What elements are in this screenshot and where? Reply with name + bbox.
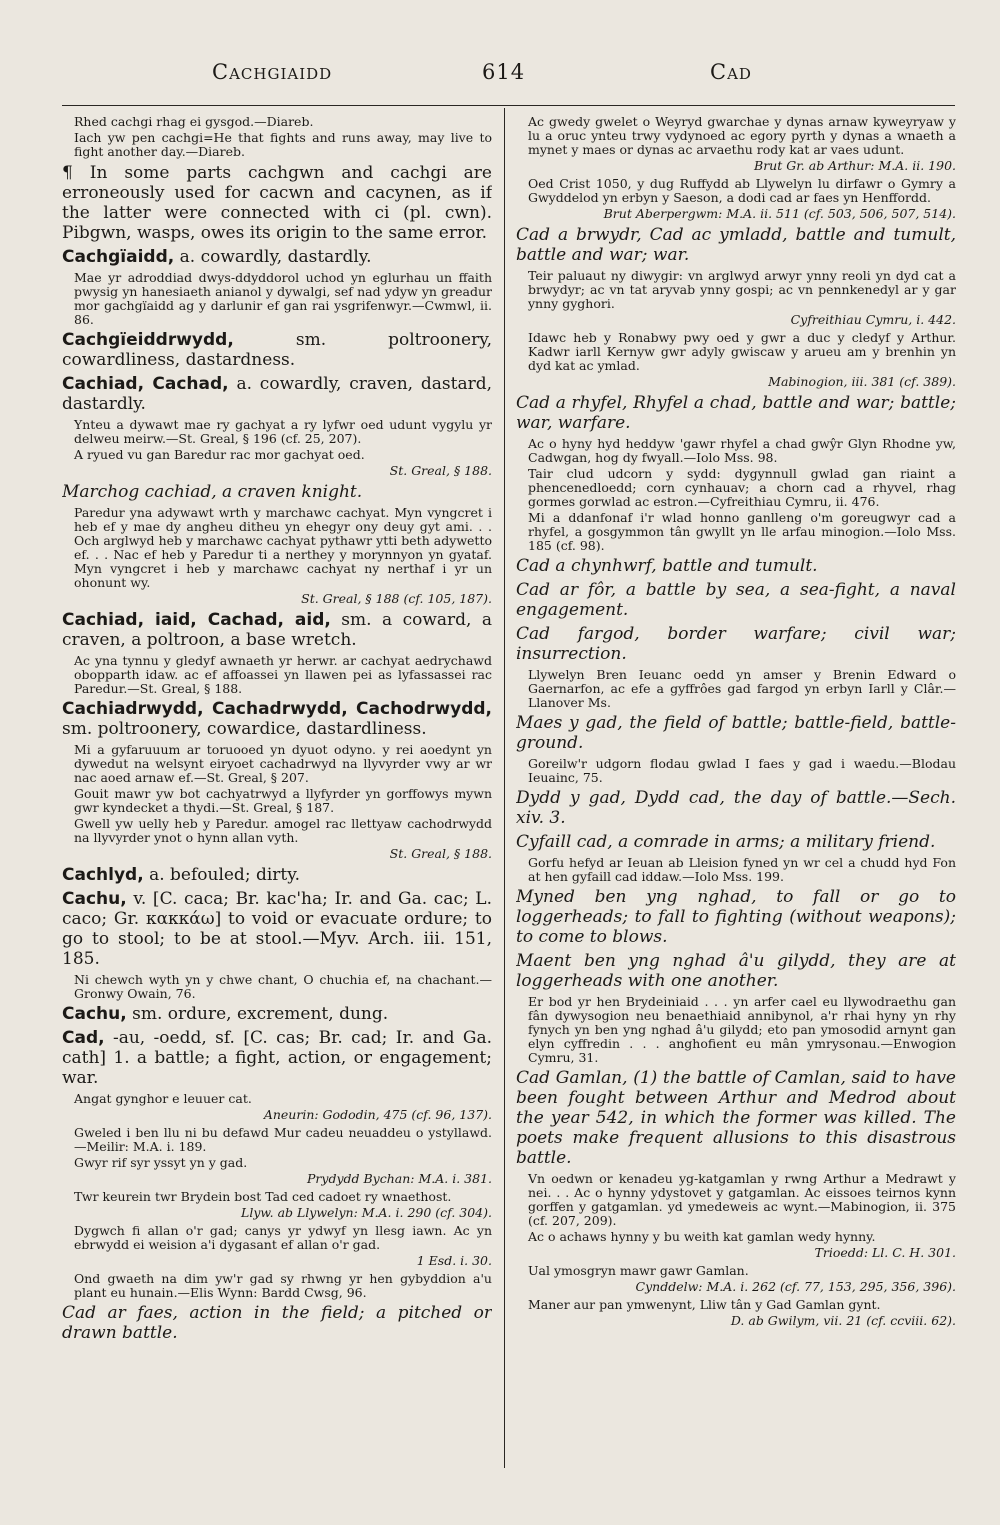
dictionary-entry <box>62 610 492 650</box>
citation: Llywelyn Bren Ieuanc oedd yn amser y Brenin Edward o Gaernarfon, ac efe a gyffrôes gad fargod yn erbyn Iarll y Clâr.—Llanover Ms. <box>528 667 956 710</box>
dictionary-entry <box>516 832 956 852</box>
definition-text: Marchog cachiad, a craven knight. <box>62 482 363 502</box>
dictionary-entry <box>62 1028 492 1088</box>
headword: Cachiad, Cachad, <box>62 374 229 394</box>
citation: Gorfu hefyd ar Ieuan ab Lleision fyned yn wr cel a chudd hyd Fon at hen gyfaill cad iddaw.—Iolo Mss. 199. <box>528 855 956 884</box>
definition-text: -au, -oedd, sf. [C. cas; Br. cad; Ir. and Ga. cath] 1. a battle; a fight, action, or engagement; war. <box>62 1028 492 1088</box>
definition-text: Cad fargod, border warfare; civil war; insurrection. <box>516 624 956 664</box>
citation: Iach yw pen cachgi=He that fights and runs away, may live to fight another day.—Diareb. <box>74 130 492 159</box>
citation: Angat gynghor e leuuer cat. <box>74 1091 252 1106</box>
dictionary-entry <box>62 889 492 969</box>
citation-source: Aneurin: Gododin, 475 (cf. 96, 137). <box>263 1107 492 1122</box>
citation: Ond gwaeth na dim yw'r gad sy rhwng yr hen gybyddion a'u plant eu hunain.—Elis Wynn: Bardd Cwsg, 96. <box>74 1271 492 1300</box>
citation: Maner aur pan ymwenynt, Lliw tân y Gad Gamlan gynt. <box>528 1297 881 1312</box>
citation: A ryued vu gan Baredur rac mor gachyat oed. <box>74 447 365 462</box>
headword: Cachu, <box>62 889 127 909</box>
citation: Ac o achaws hynny y bu weith kat gamlan wedy hynny. <box>528 1229 876 1244</box>
dictionary-entry <box>516 624 956 664</box>
dictionary-entry <box>516 1068 956 1168</box>
dictionary-entry <box>62 699 492 739</box>
citation-source: St. Greal, § 188 (cf. 105, 187). <box>301 591 492 606</box>
citation: Teir paluaut ny diwygir: vn arglwyd arwyr ynny reoli yn dyd cat a brwydyr; ac vn tat aryvab ynny gospi; ac vn pennkenedyl ar y gar ynny gyghori. <box>528 268 956 311</box>
dictionary-entry <box>516 788 956 828</box>
definition-text: v. [C. caca; Br. kac'ha; Ir. and Ga. cac; L. caco; Gr. κακκάω] to void or evacuate ordure; to go to stool; to be at stool.—Myv. Arch. iii. 151, 185. <box>62 889 492 969</box>
citation: Ac o hyny hyd heddyw 'gawr rhyfel a chad gwŷr Glyn Rhodne yw, Cadwgan, hog dy fwyall.—Iolo Mss. 98. <box>528 436 956 465</box>
citation: Mi a gyfaruuum ar toruooed yn dyuot odyno. y rei aoedynt yn dywedut na welsynt eiryoet cachadrwyd na llyvyrder vwy ar wr nac aoed arnaw ef.—St. Greal, § 207. <box>74 742 492 785</box>
citation-source: Cynddelw: M.A. i. 262 (cf. 77, 153, 295, 356, 396). <box>635 1279 956 1294</box>
definition-text: Cyfaill cad, a comrade in arms; a military friend. <box>516 832 936 852</box>
citation: Idawc heb y Ronabwy pwy oed y gwr a duc y cledyf y Arthur. Kadwr iarll Kernyw gwr adyly gwiscaw y arueu am y brenhin yn dyd kat ac ymlad. <box>528 330 956 373</box>
dictionary-entry <box>516 556 956 576</box>
citation: Oed Crist 1050, y dug Ruffydd ab Llywelyn lu dirfawr o Gymry a Gwyddelod yn erbyn y Saeson, a dodi cad ar faes yn Henffordd. <box>528 176 956 205</box>
citation-source: D. ab Gwilym, vii. 21 (cf. ccviii. 62). <box>730 1313 956 1328</box>
citation-source: St. Greal, § 188. <box>389 463 492 478</box>
citation: Mae yr adroddiad dwys-ddyddorol uchod yn eglurhau un ffaith pwysig yn hanesiaeth anianol y dywalgi, sef nad ydyw yn greadur mor gachgïaidd ag y darlunir ef gan rai ysgrifenwyr.—Cwmwl, ii. 86. <box>74 270 492 327</box>
page-number: 614 <box>482 60 526 84</box>
definition-text: Cad a chynhwrf, battle and tumult. <box>516 556 818 576</box>
citation: Ni chewch wyth yn y chwe chant, O chuchia ef, na chachant.—Gronwy Owain, 76. <box>74 972 492 1001</box>
dictionary-entry <box>516 887 956 947</box>
headword: Cachlyd, <box>62 865 144 885</box>
headword: Cachgïaidd, <box>62 247 175 267</box>
dictionary-entry <box>62 482 492 502</box>
definition-text: Cad ar faes, action in the field; a pitched or drawn battle. <box>62 1303 492 1343</box>
citation-source: Trioedd: Ll. C. H. 301. <box>814 1245 956 1260</box>
running-head-right: Cad <box>710 60 752 84</box>
definition-text: Cad Gamlan, (1) the battle of Camlan, said to have been fought between Arthur and Medrod about the year 542, in which the former was killed. The poets make frequent allusions to this disastrous battle. <box>516 1068 956 1168</box>
running-head-left: Cachgiaidd <box>212 60 333 84</box>
citation: Gweled i ben llu ni bu defawd Mur cadeu neuaddeu o ystyllawd.—Meilir: M.A. i. 189. <box>74 1125 492 1154</box>
headword: Cachu, <box>62 1004 127 1024</box>
right-column <box>516 113 956 1468</box>
dictionary-entry <box>516 951 956 991</box>
dictionary-entry <box>62 374 492 414</box>
dictionary-entry <box>62 247 492 267</box>
dictionary-entry <box>516 393 956 433</box>
definition-text: a. cowardly, dastardly. <box>179 247 372 267</box>
citation: Gwell yw uelly heb y Paredur. amogel rac llettyaw cachodrwydd na llyvyrder ynot o hynn allan vyth. <box>74 816 492 845</box>
citation-source: Llyw. ab Llywelyn: M.A. i. 290 (cf. 304). <box>241 1205 492 1220</box>
citation-source: Cyfreithiau Cymru, i. 442. <box>790 312 956 327</box>
definition-text: sm. ordure, excrement, dung. <box>132 1004 389 1024</box>
header-rule <box>62 105 955 106</box>
dictionary-entry <box>516 713 956 753</box>
dictionary-entry <box>62 1004 492 1024</box>
definition-text: a. cowardly, craven, dastard, dastardly. <box>62 374 492 414</box>
headword: Cad, <box>62 1028 105 1048</box>
citation-source: Brut Aberpergwm: M.A. ii. 511 (cf. 503, 506, 507, 514). <box>603 206 956 221</box>
definition-text: sm. poltroonery, cowardice, dastardliness. <box>62 719 427 739</box>
headword: Cachiad, iaid, Cachad, aid, <box>62 610 331 630</box>
definition-text: sm. poltroonery, cowardliness, dastardness. <box>62 330 492 370</box>
definition-text: Cad a rhyfel, Rhyfel a chad, battle and war; battle; war, warfare. <box>516 393 956 433</box>
headword: Cachgïeiddrwydd, <box>62 330 234 350</box>
citation: Tair clud udcorn y sydd: dygynnull gwlad gan riaint a phencenedloedd; corn cynhauav; a chorn cad a rhyvel, rhag gormes gorwlad ac estron.—Cyfreithiau Cymru, ii. 476. <box>528 466 956 509</box>
citation: Er bod yr hen Brydeiniaid . . . yn arfer cael eu llywodraethu gan fân dywysogion neu benaethiaid annibynol, a'r rhai hyny yn rhy fynych yn ben yng nghad â'u gilydd; eto pan ymosodid arnynt gan elyn cyffredin . . . anghofient eu mân ymrysonau.—Enwogion Cymru, 31. <box>528 994 956 1065</box>
citation-source: Mabinogion, iii. 381 (cf. 389). <box>768 374 956 389</box>
citation-source: St. Greal, § 188. <box>389 846 492 861</box>
usage-note: ¶ In some parts cachgwn and cachgi are erroneously used for cacwn and cacynen, as if the latter were connected with ci (pl. cwn). Pibgwn, wasps, owes its origin to the same error. <box>62 163 492 243</box>
dictionary-entry <box>62 1303 492 1343</box>
dictionary-entry <box>516 580 956 620</box>
citation: Ac gwedy gwelet o Weyryd gwarchae y dynas arnaw kyweyryaw y lu a oruc ynteu trwy vydynoed ac egory pyrth y dynas a wnaeth a mynet y maes or dynas ac arvaethu rody kat ar vaes udunt. <box>528 114 956 157</box>
citation: Ual ymosgryn mawr gawr Gamlan. <box>528 1263 749 1278</box>
definition-text: Myned ben yng nghad, to fall or go to loggerheads; to fall to fighting (without weapons); to come to blows. <box>516 887 956 947</box>
definition-text: sm. a coward, a craven, a poltroon, a base wretch. <box>62 610 492 650</box>
citation: Gwyr rif syr yssyt yn y gad. <box>74 1155 248 1170</box>
definition-text: a. befouled; dirty. <box>149 865 300 885</box>
citation: Twr keurein twr Brydein bost Tad ced cadoet ry wnaethost. <box>74 1189 452 1204</box>
citation: Gouit mawr yw bot cachyatrwyd a llyfyrder yn gorffowys mywn gwr kyndecket a thydi.—St. Greal, § 187. <box>74 786 492 815</box>
dictionary-entry <box>62 865 492 885</box>
citation: Dygwch fi allan o'r gad; canys yr ydwyf yn llesg iawn. Ac yn ebrwydd ei weision a'i dygasant ef allan o'r gad. <box>74 1223 492 1252</box>
citation-source: 1 Esd. i. 30. <box>416 1253 492 1268</box>
definition-text: Cad ar fôr, a battle by sea, a sea-fight, a naval engagement. <box>516 580 956 620</box>
left-column <box>62 113 492 1468</box>
definition-text: Dydd y gad, Dydd cad, the day of battle.—Sech. xiv. 3. <box>516 788 956 828</box>
column-divider <box>504 108 505 1468</box>
citation: Ynteu a dywawt mae ry gachyat a ry lyfwr oed udunt vygylu yr delweu meirw.—St. Greal, § 196 (cf. 25, 207). <box>74 417 492 446</box>
definition-text: Maent ben yng nghad â'u gilydd, they are at loggerheads with one another. <box>516 951 956 991</box>
citation: Goreilw'r udgorn flodau gwlad I faes y gad i waedu.—Blodau Ieuainc, 75. <box>528 756 956 785</box>
citation: Vn oedwn or kenadeu yg-katgamlan y rwng Arthur a Medrawt y nei. . . Ac o hynny ydystovet y gatgamlan. Ac eissoes teirnos kynn gorffen y gatgamlan. yd ymedeweis ac wynt.—Mabinogion, ii. 375 (cf. 207, 209). <box>528 1171 956 1228</box>
citation: Paredur yna adywawt wrth y marchawc cachyat. Myn vyngcret i heb ef y mae dy angheu ditheu yn ehegyr ony deuy gyt ami. . . Och arglwyd heb y marchawc cachyat pythawr ytti beth adywetto ef. . . Nac ef heb y Paredur ti a nerthey y morynnyon yn gyataf. Myn vyngcret i heb y marchawc cachyat ny nerthaf i yr un ohonunt wy. <box>74 505 492 590</box>
dictionary-entry <box>62 330 492 370</box>
citation: Ac yna tynnu y gledyf awnaeth yr herwr. ar cachyat aedrychawd obopparth idaw. ac ef affoassei yn llawen pei as lyfassassei rac Paredur.—St. Greal, § 188. <box>74 653 492 696</box>
citation: Mi a ddanfonaf i'r wlad honno ganlleng o'm goreugwyr cad a rhyfel, a gosgymmon tân gwyllt yn lle arfau minogion.—Iolo Mss. 185 (cf. 98). <box>528 510 956 553</box>
citation-source: Prydydd Bychan: M.A. i. 381. <box>307 1171 492 1186</box>
definition-text: Maes y gad, the field of battle; battle-field, battle-ground. <box>516 713 956 753</box>
definition-text: Cad a brwydr, Cad ac ymladd, battle and tumult, battle and war; war. <box>516 225 956 265</box>
headword: Cachiadrwydd, Cachadrwydd, Cachodrwydd, <box>62 699 492 719</box>
dictionary-entry <box>516 225 956 265</box>
citation-source: Brut Gr. ab Arthur: M.A. ii. 190. <box>754 158 956 173</box>
citation: Rhed cachgi rhag ei gysgod.—Diareb. <box>74 114 314 129</box>
